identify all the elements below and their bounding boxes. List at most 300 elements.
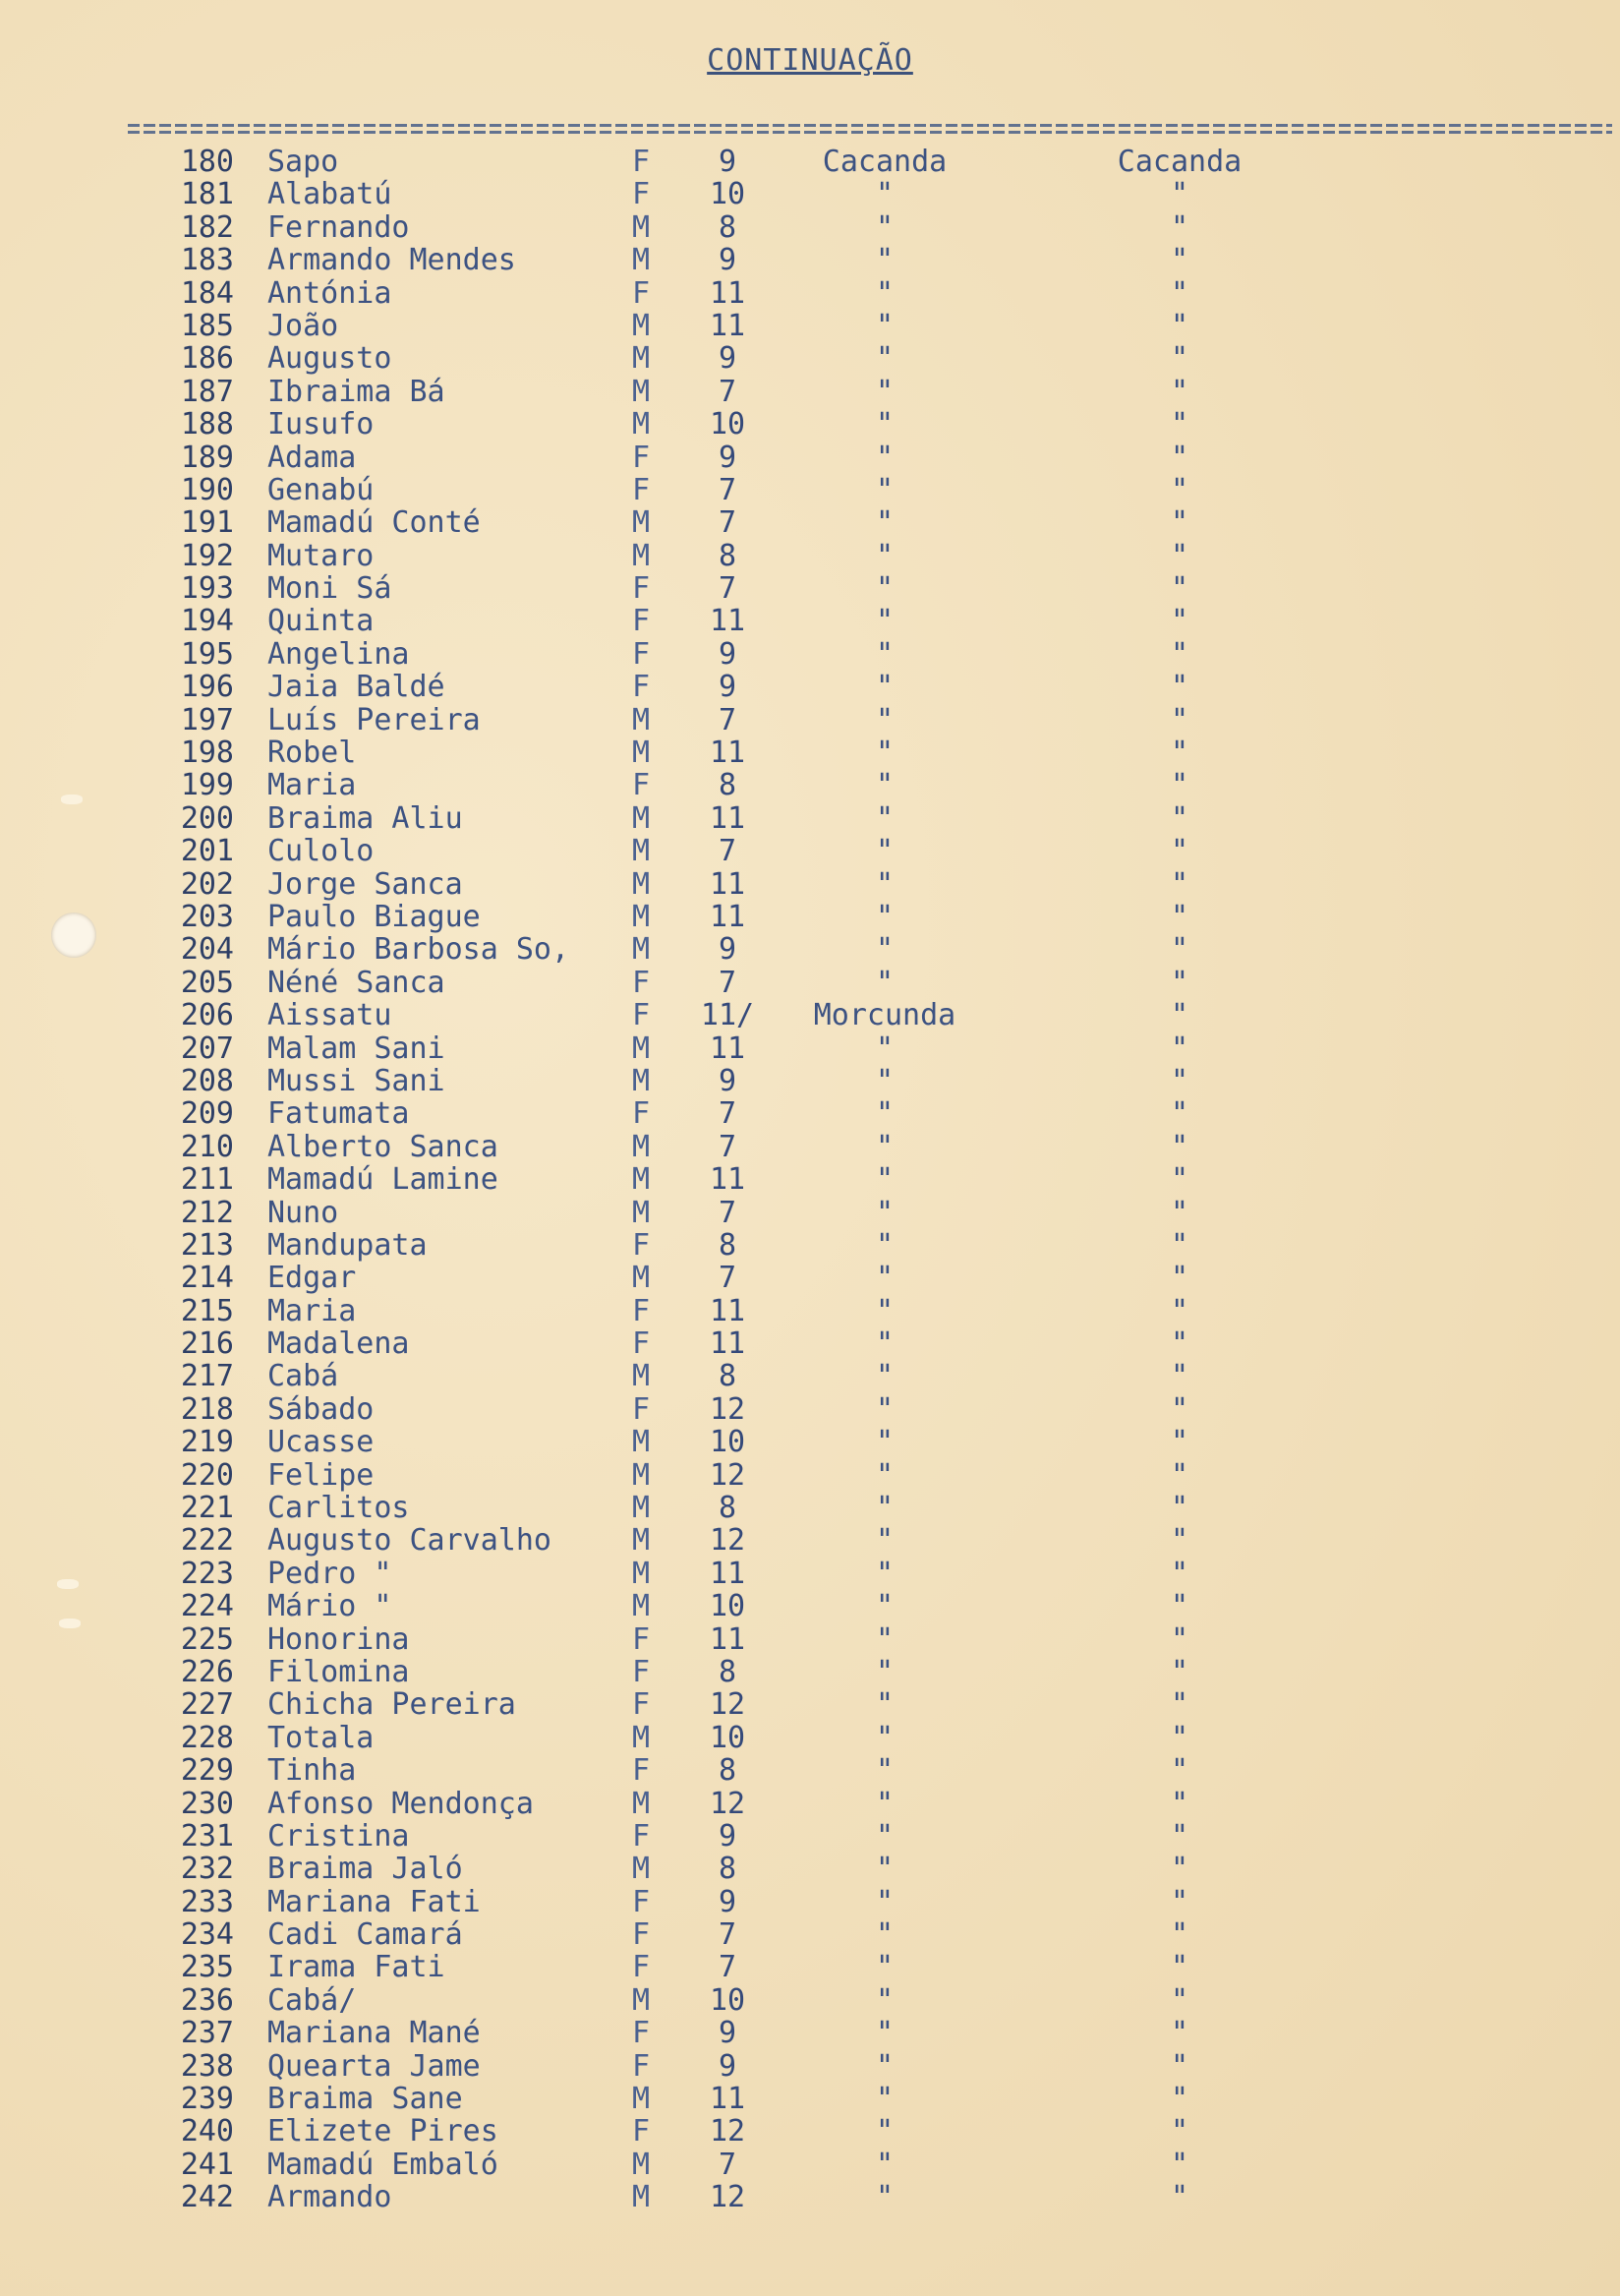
entry-region: " xyxy=(1170,472,1189,507)
entry-number: 195 xyxy=(180,636,234,672)
entry-sex: F xyxy=(631,571,651,607)
entry-sex: M xyxy=(631,2180,651,2215)
roster-row xyxy=(0,802,1620,835)
roster-row xyxy=(0,901,1620,933)
entry-number: 242 xyxy=(180,2180,234,2215)
entry-region: " xyxy=(1170,440,1189,475)
entry-sex: M xyxy=(631,932,651,968)
entry-age: 11 xyxy=(709,1621,746,1657)
entry-age: 12 xyxy=(709,1457,746,1493)
entry-age: 12 xyxy=(709,2180,746,2215)
entry-number: 219 xyxy=(180,1425,234,1460)
entry-age: 10 xyxy=(709,1589,746,1624)
entry-sex: M xyxy=(631,1261,651,1296)
entry-region: " xyxy=(1170,1687,1189,1723)
roster-row xyxy=(0,178,1620,210)
entry-name: Jorge Sanca xyxy=(267,866,463,902)
roster-row xyxy=(0,1853,1620,1885)
entry-location: " xyxy=(875,2016,895,2051)
roster-row xyxy=(0,2115,1620,2148)
entry-name: Elizete Pires xyxy=(267,2114,498,2149)
roster-row xyxy=(0,1032,1620,1065)
roster-row xyxy=(0,1590,1620,1622)
entry-name: Mandupata xyxy=(267,1227,428,1263)
entry-location: " xyxy=(875,1818,895,1854)
paper-nick xyxy=(59,1619,81,1628)
entry-location: " xyxy=(875,1030,895,1066)
entry-sex: M xyxy=(631,800,651,836)
entry-name: Ibraima Bá xyxy=(267,374,445,409)
entry-sex: M xyxy=(631,341,651,377)
entry-number: 186 xyxy=(180,341,234,377)
entry-number: 241 xyxy=(180,2147,234,2182)
entry-region: " xyxy=(1170,2180,1189,2215)
entry-number: 217 xyxy=(180,1359,234,1394)
entry-number: 228 xyxy=(180,1720,234,1755)
punch-hole xyxy=(51,913,96,958)
entry-sex: F xyxy=(631,1917,651,1953)
entry-age: 11 xyxy=(709,1162,746,1198)
roster-row xyxy=(0,1197,1620,1229)
entry-age: 11 xyxy=(709,2082,746,2117)
entry-region: " xyxy=(1170,1162,1189,1198)
roster-row xyxy=(0,1951,1620,1983)
entry-age: 12 xyxy=(709,1687,746,1723)
entry-region: " xyxy=(1170,1654,1189,1689)
entry-number: 196 xyxy=(180,670,234,705)
entry-name: Totala xyxy=(267,1720,375,1755)
entry-age: 11 xyxy=(709,800,746,836)
roster-row xyxy=(0,506,1620,539)
roster-row xyxy=(0,1163,1620,1196)
entry-age: 7 xyxy=(718,965,737,1000)
entry-number: 239 xyxy=(180,2082,234,2117)
entry-age: 9 xyxy=(718,1818,737,1854)
entry-region: " xyxy=(1170,1852,1189,1887)
entry-age: 9 xyxy=(718,932,737,968)
entry-number: 231 xyxy=(180,1818,234,1854)
entry-age: 11 xyxy=(709,736,746,771)
roster-row xyxy=(0,967,1620,999)
entry-region: " xyxy=(1170,1818,1189,1854)
entry-region: " xyxy=(1170,1720,1189,1755)
roster-row xyxy=(0,1360,1620,1392)
entry-sex: F xyxy=(631,2016,651,2051)
entry-age: 11 xyxy=(709,899,746,934)
entry-location: " xyxy=(875,899,895,934)
entry-location: " xyxy=(875,505,895,541)
entry-region: " xyxy=(1170,1917,1189,1953)
entry-age: 12 xyxy=(709,1391,746,1427)
entry-sex: F xyxy=(631,1818,651,1854)
roster-row xyxy=(0,342,1620,375)
entry-region: " xyxy=(1170,768,1189,803)
entry-sex: M xyxy=(631,1982,651,2018)
entry-region: Cacanda xyxy=(1117,145,1243,179)
roster-row xyxy=(0,408,1620,441)
entry-region: " xyxy=(1170,1457,1189,1493)
entry-region: " xyxy=(1170,736,1189,771)
entry-name: Mutaro xyxy=(267,538,375,573)
roster-row xyxy=(0,474,1620,506)
roster-row xyxy=(0,540,1620,572)
entry-location: " xyxy=(875,768,895,803)
entry-name: Moni Sá xyxy=(267,571,392,607)
roster-row xyxy=(0,1229,1620,1262)
entry-location: " xyxy=(875,1556,895,1591)
entry-region: " xyxy=(1170,243,1189,278)
entry-sex: F xyxy=(631,1391,651,1427)
entry-location: " xyxy=(875,800,895,836)
entry-location: " xyxy=(875,374,895,409)
entry-sex: F xyxy=(631,1227,651,1263)
entry-age: 9 xyxy=(718,341,737,377)
entry-region: " xyxy=(1170,505,1189,541)
entry-region: " xyxy=(1170,2016,1189,2051)
entry-location: " xyxy=(875,1162,895,1198)
entry-location: " xyxy=(875,702,895,737)
entry-number: 225 xyxy=(180,1621,234,1657)
entry-location: " xyxy=(875,2082,895,2117)
entry-number: 198 xyxy=(180,736,234,771)
entry-number: 232 xyxy=(180,1852,234,1887)
entry-number: 182 xyxy=(180,209,234,245)
entry-name: Luís Pereira xyxy=(267,702,481,737)
entry-age: 9 xyxy=(718,440,737,475)
roster-row xyxy=(0,1820,1620,1853)
entry-location: " xyxy=(875,1982,895,2018)
roster-row xyxy=(0,277,1620,310)
entry-age: 9 xyxy=(718,1884,737,1919)
entry-region: " xyxy=(1170,1982,1189,2018)
entry-region: " xyxy=(1170,1063,1189,1098)
entry-sex: M xyxy=(631,1786,651,1821)
entry-sex: M xyxy=(631,407,651,442)
entry-location: " xyxy=(875,1884,895,1919)
entry-location: " xyxy=(875,1129,895,1164)
roster-row xyxy=(0,1688,1620,1721)
entry-region: " xyxy=(1170,899,1189,934)
entry-number: 210 xyxy=(180,1129,234,1164)
entry-number: 218 xyxy=(180,1391,234,1427)
entry-region: " xyxy=(1170,1884,1189,1919)
entry-name: Mariana Fati xyxy=(267,1884,481,1919)
entry-region: " xyxy=(1170,1589,1189,1624)
entry-name: Alabatú xyxy=(267,177,392,212)
entry-region: " xyxy=(1170,1129,1189,1164)
entry-location: " xyxy=(875,472,895,507)
entry-name: Jaia Baldé xyxy=(267,670,445,705)
entry-name: Quinta xyxy=(267,604,375,639)
entry-age: 8 xyxy=(718,538,737,573)
entry-location: Cacanda xyxy=(822,145,948,179)
entry-location: " xyxy=(875,2147,895,2182)
entry-sex: M xyxy=(631,1425,651,1460)
entry-number: 191 xyxy=(180,505,234,541)
entry-sex: M xyxy=(631,736,651,771)
entry-number: 238 xyxy=(180,2048,234,2084)
entry-location: " xyxy=(875,275,895,311)
entry-location: " xyxy=(875,1391,895,1427)
entry-region: " xyxy=(1170,702,1189,737)
entry-name: Cabá/ xyxy=(267,1982,357,2018)
entry-location: " xyxy=(875,636,895,672)
entry-location: " xyxy=(875,1063,895,1098)
entry-number: 200 xyxy=(180,800,234,836)
entry-number: 233 xyxy=(180,1884,234,1919)
entry-sex: F xyxy=(631,177,651,212)
entry-sex: M xyxy=(631,1162,651,1198)
entry-number: 213 xyxy=(180,1227,234,1263)
roster-list xyxy=(0,146,1620,2214)
roster-row xyxy=(0,1656,1620,1688)
entry-age: 7 xyxy=(718,1195,737,1230)
entry-number: 235 xyxy=(180,1950,234,1985)
entry-age: 7 xyxy=(718,2147,737,2182)
entry-name: Robel xyxy=(267,736,357,771)
entry-number: 203 xyxy=(180,899,234,934)
roster-row xyxy=(0,704,1620,736)
entry-age: 9 xyxy=(718,636,737,672)
entry-age: 7 xyxy=(718,472,737,507)
roster-row xyxy=(0,933,1620,966)
entry-age: 11 xyxy=(709,308,746,343)
roster-row xyxy=(0,442,1620,474)
entry-name: Mussi Sani xyxy=(267,1063,445,1098)
entry-region: " xyxy=(1170,866,1189,902)
roster-row xyxy=(0,1065,1620,1097)
entry-region: " xyxy=(1170,636,1189,672)
entry-name: Fernando xyxy=(267,209,410,245)
entry-region: " xyxy=(1170,800,1189,836)
roster-row xyxy=(0,605,1620,637)
roster-row xyxy=(0,211,1620,244)
entry-name: Mamadú Embaló xyxy=(267,2147,498,2182)
entry-name: Mariana Mané xyxy=(267,2016,481,2051)
roster-row xyxy=(0,999,1620,1031)
entry-sex: F xyxy=(631,2114,651,2149)
entry-region: " xyxy=(1170,1523,1189,1559)
entry-sex: F xyxy=(631,604,651,639)
entry-number: 240 xyxy=(180,2114,234,2149)
entry-name: Antónia xyxy=(267,275,392,311)
entry-location: " xyxy=(875,670,895,705)
entry-number: 207 xyxy=(180,1030,234,1066)
entry-name: Chicha Pereira xyxy=(267,1687,516,1723)
entry-name: Genabú xyxy=(267,472,375,507)
entry-location: " xyxy=(875,834,895,869)
entry-number: 208 xyxy=(180,1063,234,1098)
entry-sex: F xyxy=(631,768,651,803)
entry-region: " xyxy=(1170,2082,1189,2117)
entry-name: Malam Sani xyxy=(267,1030,445,1066)
entry-sex: M xyxy=(631,834,651,869)
entry-name: Néné Sanca xyxy=(267,965,445,1000)
entry-number: 237 xyxy=(180,2016,234,2051)
entry-location: " xyxy=(875,1261,895,1296)
entry-location: " xyxy=(875,177,895,212)
entry-region: " xyxy=(1170,1391,1189,1427)
entry-number: 221 xyxy=(180,1491,234,1526)
entry-number: 190 xyxy=(180,472,234,507)
entry-location: " xyxy=(875,538,895,573)
entry-location: " xyxy=(875,1359,895,1394)
roster-row xyxy=(0,868,1620,901)
roster-row xyxy=(0,1295,1620,1327)
entry-number: 199 xyxy=(180,768,234,803)
entry-number: 224 xyxy=(180,1589,234,1624)
entry-name: Cabá xyxy=(267,1359,339,1394)
entry-location: " xyxy=(875,2180,895,2215)
roster-row xyxy=(0,1262,1620,1294)
roster-row xyxy=(0,572,1620,605)
entry-name: Madalena xyxy=(267,1326,410,1362)
entry-region: " xyxy=(1170,1030,1189,1066)
entry-location: " xyxy=(875,604,895,639)
roster-row xyxy=(0,376,1620,408)
entry-name: Augusto Carvalho xyxy=(267,1523,551,1559)
entry-sex: M xyxy=(631,2082,651,2117)
entry-age: 7 xyxy=(718,834,737,869)
entry-number: 189 xyxy=(180,440,234,475)
entry-age: 8 xyxy=(718,1227,737,1263)
roster-row xyxy=(0,1754,1620,1787)
entry-sex: F xyxy=(631,145,651,179)
entry-age: 7 xyxy=(718,702,737,737)
entry-number: 206 xyxy=(180,998,234,1033)
entry-age: 10 xyxy=(709,1720,746,1755)
entry-location: " xyxy=(875,341,895,377)
entry-sex: F xyxy=(631,1950,651,1985)
entry-name: Irama Fati xyxy=(267,1950,445,1985)
entry-sex: F xyxy=(631,1884,651,1919)
entry-name: Filomina xyxy=(267,1654,410,1689)
entry-region: " xyxy=(1170,1425,1189,1460)
entry-sex: F xyxy=(631,472,651,507)
entry-name: Afonso Mendonça xyxy=(267,1786,534,1821)
entry-name: Fatumata xyxy=(267,1096,410,1132)
entry-region: " xyxy=(1170,1753,1189,1789)
entry-location: " xyxy=(875,243,895,278)
roster-row xyxy=(0,2050,1620,2083)
entry-region: " xyxy=(1170,1950,1189,1985)
entry-name: Mário Barbosa So, xyxy=(267,932,570,968)
entry-location: " xyxy=(875,440,895,475)
entry-region: " xyxy=(1170,1261,1189,1296)
entry-age: 8 xyxy=(718,1852,737,1887)
entry-region: " xyxy=(1170,834,1189,869)
entry-sex: F xyxy=(631,1687,651,1723)
entry-name: Cristina xyxy=(267,1818,410,1854)
entry-region: " xyxy=(1170,965,1189,1000)
roster-row xyxy=(0,310,1620,342)
entry-sex: M xyxy=(631,1129,651,1164)
entry-sex: M xyxy=(631,1523,651,1559)
roster-row xyxy=(0,1524,1620,1557)
entry-name: Maria xyxy=(267,1293,357,1328)
entry-location: " xyxy=(875,1852,895,1887)
entry-number: 229 xyxy=(180,1753,234,1789)
entry-location: " xyxy=(875,1293,895,1328)
entry-name: Carlitos xyxy=(267,1491,410,1526)
entry-number: 220 xyxy=(180,1457,234,1493)
entry-sex: M xyxy=(631,243,651,278)
entry-number: 188 xyxy=(180,407,234,442)
roster-row xyxy=(0,1492,1620,1524)
entry-age: 7 xyxy=(718,1950,737,1985)
entry-sex: F xyxy=(631,1293,651,1328)
entry-region: " xyxy=(1170,374,1189,409)
entry-sex: M xyxy=(631,1852,651,1887)
roster-row xyxy=(0,671,1620,703)
entry-location: " xyxy=(875,1621,895,1657)
entry-age: 7 xyxy=(718,1917,737,1953)
entry-name: Aissatu xyxy=(267,998,392,1033)
double-dashed-rule xyxy=(128,124,1612,138)
entry-number: 183 xyxy=(180,243,234,278)
entry-number: 205 xyxy=(180,965,234,1000)
entry-sex: F xyxy=(631,1654,651,1689)
entry-region: " xyxy=(1170,407,1189,442)
entry-location: " xyxy=(875,932,895,968)
entry-region: " xyxy=(1170,1227,1189,1263)
entry-location: " xyxy=(875,1491,895,1526)
entry-sex: F xyxy=(631,2048,651,2084)
entry-sex: F xyxy=(631,1096,651,1132)
entry-age: 7 xyxy=(718,1129,737,1164)
entry-age: 9 xyxy=(718,1063,737,1098)
entry-region: " xyxy=(1170,932,1189,968)
roster-row xyxy=(0,1558,1620,1590)
entry-region: " xyxy=(1170,1786,1189,1821)
entry-region: " xyxy=(1170,1096,1189,1132)
entry-age: 11 xyxy=(709,275,746,311)
entry-region: " xyxy=(1170,1293,1189,1328)
roster-row xyxy=(0,146,1620,178)
entry-name: Culolo xyxy=(267,834,375,869)
entry-number: 180 xyxy=(180,145,234,179)
entry-number: 226 xyxy=(180,1654,234,1689)
entry-location: Morcunda xyxy=(813,998,956,1033)
entry-number: 214 xyxy=(180,1261,234,1296)
entry-sex: F xyxy=(631,1753,651,1789)
entry-region: " xyxy=(1170,1359,1189,1394)
entry-region: " xyxy=(1170,275,1189,311)
entry-name: Angelina xyxy=(267,636,410,672)
entry-sex: M xyxy=(631,505,651,541)
entry-number: 212 xyxy=(180,1195,234,1230)
entry-location: " xyxy=(875,1457,895,1493)
entry-name: Mamadú Conté xyxy=(267,505,481,541)
entry-name: Felipe xyxy=(267,1457,375,1493)
entry-region: " xyxy=(1170,1326,1189,1362)
page-title: CONTINUAÇÃO xyxy=(707,43,913,78)
entry-sex: M xyxy=(631,1063,651,1098)
entry-region: " xyxy=(1170,1491,1189,1526)
entry-sex: F xyxy=(631,275,651,311)
entry-sex: F xyxy=(631,998,651,1033)
entry-number: 197 xyxy=(180,702,234,737)
entry-number: 223 xyxy=(180,1556,234,1591)
entry-name: Mário " xyxy=(267,1589,392,1624)
entry-age: 11/ xyxy=(700,998,755,1033)
entry-age: 9 xyxy=(718,2016,737,2051)
entry-sex: M xyxy=(631,209,651,245)
entry-region: " xyxy=(1170,177,1189,212)
entry-sex: M xyxy=(631,374,651,409)
entry-name: Armando Mendes xyxy=(267,243,516,278)
entry-age: 11 xyxy=(709,866,746,902)
